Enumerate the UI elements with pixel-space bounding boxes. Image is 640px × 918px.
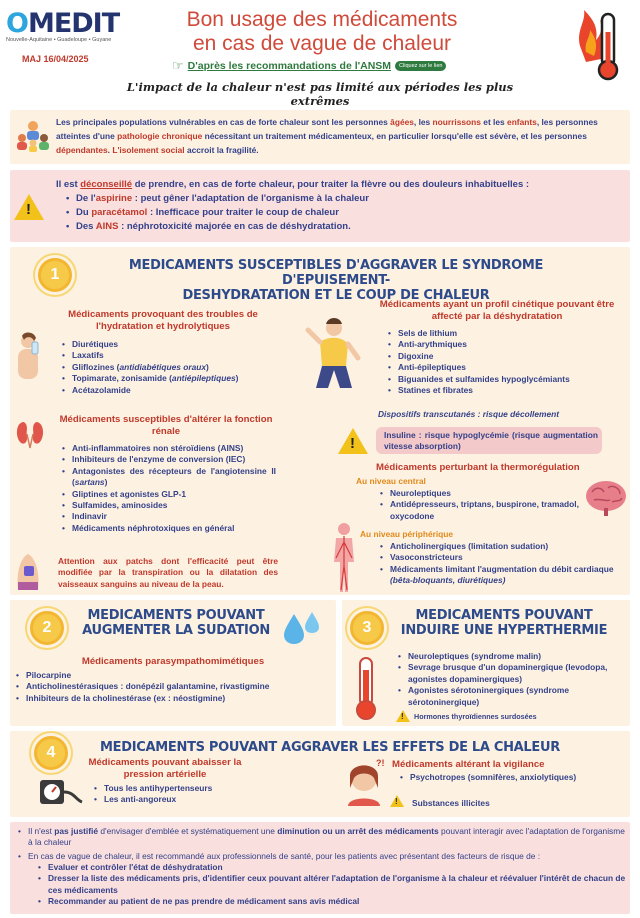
drinking-person-icon xyxy=(14,332,44,386)
vigilance-title: Médicaments altérant la vigilance xyxy=(392,759,545,770)
warn-i1c: : peut gêner l'adaptation de l'organisme à la chaleur xyxy=(134,193,369,204)
s2-title-l1: MEDICAMENTS POUVANT xyxy=(87,608,265,623)
s1-title-l1: MEDICAMENTS SUSCEPTIBLES D'AGGRAVER LE SYNDROME D'EPUISEMENT- xyxy=(128,258,544,288)
b1d: diminution ou un arrêt des médicaments xyxy=(277,826,439,836)
warn-paracetamol: paracétamol xyxy=(91,207,148,218)
intro-part-5: nécessitant un traitement médicamenteux, en particulier lorsqu'elle est sévère, et les personnes xyxy=(204,131,587,141)
warn-l1c: de prendre, en cas de forte chaleur, pour traiter la flèvre ou des douleurs inhabituelles : xyxy=(134,179,530,190)
hydra-item-acetazolamide: • Acétazolamide xyxy=(62,385,282,396)
central-item-1: • Antidépresseurs, triptans, buspirone, tramadol, oxycodone xyxy=(380,499,580,522)
warn-item-ains xyxy=(66,220,626,234)
warn-l1a: Il est xyxy=(56,179,78,190)
topi-c: ) xyxy=(235,373,239,384)
hydra-item-topiramate xyxy=(62,373,282,384)
bottom-sublist xyxy=(38,862,626,908)
central-label: Au niveau central xyxy=(356,476,426,486)
hydra-item-gliflozines xyxy=(62,362,282,373)
section-3-title xyxy=(392,608,616,638)
logo-letter-o: O xyxy=(6,8,28,39)
page-title xyxy=(132,8,512,56)
bottom-item-justif xyxy=(18,826,626,849)
warn-ains: AINS xyxy=(95,221,119,232)
s3-title-l1: MEDICAMENTS POUVANT xyxy=(415,608,593,623)
bottom-sub-1: • Dresser la liste des médicaments pris, d'identifier ceux pouvant altérer l'adaptation de l'organisme à la chaleur et réévaluer l'intérêt de chacun de ces médicaments xyxy=(38,873,626,896)
bottom-sub-2: • Recommander au patient de ne pas prendre de médicament sans avis médical xyxy=(38,896,626,907)
cine-item-2: • Digoxine xyxy=(388,351,628,362)
hydration-list xyxy=(62,339,282,396)
pa-item-1: • Les anti-angoreux xyxy=(94,794,264,805)
cine-item-3: • Anti-épileptiques xyxy=(388,362,628,373)
intro-ages: âgées xyxy=(390,117,414,127)
antag-b: sartans xyxy=(74,477,105,488)
bottom-list xyxy=(18,826,626,862)
patch-note: Attention aux patchs dont l'efficacité peut être modifiée par la transpiration ou la dilatation des vaisseaux sanguins au niveau de la peau. xyxy=(58,556,278,589)
kidneys-icon xyxy=(14,418,46,450)
renal2-item-0: • Gliptines et agonistes GLP-1 xyxy=(62,489,276,500)
hydra-item-0: • Diurétiques xyxy=(62,339,282,350)
people-group-icon xyxy=(16,118,50,154)
intro-children: enfants xyxy=(507,117,537,127)
ansm-recommendation-link[interactable] xyxy=(172,58,502,74)
sun-number-icon-1: 1 xyxy=(38,258,72,292)
b1e: pouvant interagir avec l'adaptation de l'organisme à la chaleur xyxy=(28,826,625,848)
periph-item-1: • Vasoconstricteurs xyxy=(380,552,626,563)
hot-person-icon xyxy=(304,316,362,390)
warning-content xyxy=(56,178,626,234)
intro-infants: nourrissons xyxy=(432,117,481,127)
cine-item-5: • Statines et fibrates xyxy=(388,385,628,396)
intro-part-6: . xyxy=(107,145,110,155)
kinetic-list xyxy=(388,328,628,396)
omedit-logo xyxy=(6,8,124,43)
section-1-title xyxy=(86,258,586,303)
cine-item-1: • Anti-arythmiques xyxy=(388,339,628,350)
insulin-warning-icon: ! xyxy=(338,428,368,456)
glif-b: antidiabétiques oraux xyxy=(119,361,207,372)
renal-item-0: • Anti-inflammatoires non stéroïdiens (AINS) xyxy=(62,443,276,454)
warn-i3c: : néphrotoxicité majorée en cas de déshydratation. xyxy=(121,221,351,232)
peripheral-label: Au niveau périphérique xyxy=(360,529,454,539)
intro-part-1: Les principales populations vulnérables en cas de forte chaleur sont les personnes xyxy=(56,117,388,127)
warn-item-aspirin xyxy=(66,192,626,206)
thermoregulation-title: Médicaments perturbant la thermorégulation xyxy=(376,462,580,473)
b1b: pas justifié xyxy=(54,826,99,836)
antag-a: Antagonistes des récepteurs de l'angiotensine II ( xyxy=(72,465,276,488)
intro-part-4: , les personnes atteintes d'une xyxy=(56,117,598,141)
glif-a: Gliflozines ( xyxy=(72,361,120,372)
glif-c: ) xyxy=(206,361,209,372)
reco-button[interactable]: Cliquez sur le lien xyxy=(395,61,446,71)
logo-subtitle: Nouvelle-Aquitaine • Guadeloupe • Guyane xyxy=(6,37,112,43)
intro-dependent: dépendantes xyxy=(56,145,108,155)
bottom-sub-0: • Evaluer et contrôler l'état de déshydratation xyxy=(38,862,626,873)
bottom-item-reco: • En cas de vague de chaleur, il est recommandé aux professionnels de santé, pour les patients avec présentant des facteurs de risque de : xyxy=(18,851,626,862)
reco-text: D'après les recommandations de l'ANSM xyxy=(187,60,392,72)
s1-title-l2: DESHYDRATATION ET LE COUP DE CHALEUR xyxy=(182,288,490,303)
title-line-2: en cas de vague de chaleur xyxy=(192,32,452,55)
section-2-title xyxy=(78,608,274,638)
s3-item-1: • Sevrage brusque d'un dopaminergique (levodopa, agonistes dopaminergiques) xyxy=(398,662,624,685)
topi-a: Topimarate, zonisamide ( xyxy=(72,373,172,384)
warn-i2a: Du xyxy=(76,207,89,218)
peripheral-list xyxy=(380,541,626,587)
b1c: d'envisager d'emblée et systématiquement une xyxy=(100,826,275,836)
s2-item-1: • Anticholinestérasiques : donépézil galantamine, rivastigmine xyxy=(16,681,332,692)
insulin-note: Insuline : risque hypoglycémie (risque augmentation vitesse absorption) xyxy=(384,430,598,452)
hydration-title: Médicaments provoquant des troubles de l'hydratation et hydrolytiques xyxy=(68,309,258,332)
cine-item-0: • Sels de lithium xyxy=(388,328,628,339)
substances-note: Substances illicites xyxy=(412,798,490,808)
brain-icon xyxy=(584,478,628,518)
thyroid-warning-icon: ! xyxy=(396,710,412,724)
sweat-drops-icon xyxy=(282,610,324,646)
intro-part-3: et les xyxy=(483,117,505,127)
dizzy-person-icon xyxy=(342,758,388,808)
warn-i3a: Des xyxy=(76,221,94,232)
section-4-title: MEDICAMENTS POUVANT AGGRAVER LES EFFETS DE LA CHALEUR xyxy=(100,740,560,755)
periph-item-2-text: Médicaments limitant l'augmentation du débit cardiaque xyxy=(390,563,614,574)
warn-i1a: De l' xyxy=(76,193,96,204)
section-2-list xyxy=(16,670,332,704)
blood-pressure-list xyxy=(94,783,264,806)
intro-chronic: pathologie chronique xyxy=(117,131,203,141)
antag-c: ) xyxy=(104,477,108,488)
blood-pressure-monitor-icon xyxy=(38,776,84,808)
intro-part-2: , les xyxy=(413,117,431,127)
topi-b: antiépileptiques xyxy=(171,373,236,384)
warn-aspirine: aspirine xyxy=(95,193,133,204)
warning-icon: ! xyxy=(14,194,44,222)
vig-item-0: • Psychotropes (somnifères, anxiolytiques) xyxy=(400,772,580,783)
svg-text:?!: ?! xyxy=(376,758,385,768)
warn-item-paracetamol xyxy=(66,206,626,220)
logo-name: MEDIT xyxy=(27,8,120,39)
renal-item-1: • Inhibiteurs de l'enzyme de conversion (IEC) xyxy=(62,454,276,465)
intro-isolation: L'isolement social xyxy=(112,145,185,155)
sun-number-icon-3: 3 xyxy=(350,611,384,645)
renal-title: Médicaments susceptibles d'altérer la fonction rénale xyxy=(59,414,273,437)
s3-item-2: • Agonistes sérotoninergiques (syndrome sérotoninergique) xyxy=(398,685,624,708)
pa-item-0: • Tous les antihypertenseurs xyxy=(94,783,264,794)
periph-item-2 xyxy=(380,564,626,587)
section-3-list xyxy=(398,651,624,708)
s3-title-l2: INDUIRE UNE HYPERTHERMIE xyxy=(400,623,608,638)
renal-item-sartans xyxy=(62,466,276,489)
renal2-item-1: • Sulfamides, aminosides xyxy=(62,500,276,511)
thyroid-note: Hormones thyroïdiennes surdosées xyxy=(414,712,537,721)
renal2-item-3: • Médicaments néphrotoxiques en général xyxy=(62,523,276,534)
s3-item-0: • Neuroleptiques (syndrome malin) xyxy=(398,651,624,662)
hydra-item-1: • Laxatifs xyxy=(62,350,282,361)
cine-item-4: • Biguanides et sulfamides hypoglycémiants xyxy=(388,374,628,385)
intro-text xyxy=(56,115,622,157)
central-item-0: • Neuroleptiques xyxy=(380,488,580,499)
transcutaneous-note: Dispositifs transcutanés : risque décollement xyxy=(378,409,560,419)
parasympathomimetic-title: Médicaments parasympathomimétiques xyxy=(81,656,265,667)
vigilance-list xyxy=(400,772,580,783)
warning-intro xyxy=(56,178,626,192)
warn-deconseille: déconseillé xyxy=(80,179,133,190)
kinetic-title: Médicaments ayant un profil cinétique pouvant être affecté par la déshydratation xyxy=(379,299,615,322)
renal2-item-2: • Indinavir xyxy=(62,511,276,522)
title-line-1: Bon usage des médicaments xyxy=(186,8,458,31)
update-date: MAJ 16/04/2025 xyxy=(22,54,89,64)
s2-item-2: • Inhibiteurs de la cholinestérase (ex : néostigmine) xyxy=(16,693,332,704)
sun-number-icon-4: 4 xyxy=(34,736,68,770)
s2-item-0: • Pilocarpine xyxy=(16,670,332,681)
arm-patch-icon xyxy=(14,550,44,592)
periph-item-2-italic: (bêta-bloquants, diurétiques) xyxy=(390,575,506,586)
renal-list xyxy=(62,443,276,534)
hand-pointer-icon: ☞ xyxy=(172,58,184,73)
flaming-thermometer-icon xyxy=(572,6,628,84)
periph-item-0: • Anticholinergiques (limitation sudation) xyxy=(380,541,626,552)
b1a: Il n'est xyxy=(28,826,52,836)
substances-warning-icon: ! xyxy=(390,795,406,809)
thermometer-icon xyxy=(352,656,380,722)
s2-title-l2: AUGMENTER LA SUDATION xyxy=(82,623,270,638)
blood-pressure-title: Médicaments pouvant abaisser la pression artérielle xyxy=(88,757,242,780)
intro-part-7: accroit la fragilité. xyxy=(186,145,259,155)
sun-number-icon-2: 2 xyxy=(30,611,64,645)
central-list xyxy=(380,488,580,522)
tagline: L'impact de la chaleur n'est pas limité aux périodes les plus extrêmes xyxy=(126,80,514,108)
body-nerves-icon xyxy=(330,522,358,594)
warn-i2c: : Inefficace pour traiter le coup de chaleur xyxy=(149,207,339,218)
